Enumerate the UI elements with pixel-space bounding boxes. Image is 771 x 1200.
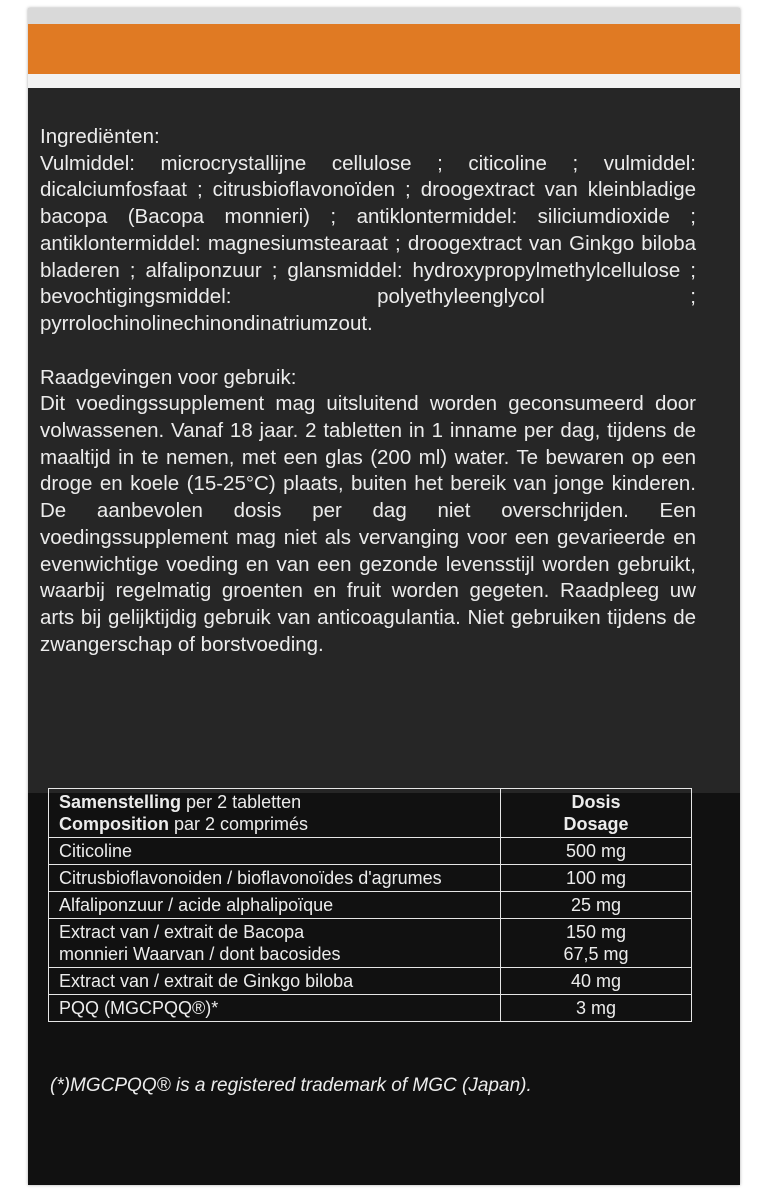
header-fr-rest: par 2 comprimés: [169, 814, 309, 834]
dose-header-nl: Dosis: [571, 792, 621, 812]
ingredient-dose: 3 mg: [501, 995, 692, 1022]
ingredient-dose-line-1: 150 mg: [565, 922, 627, 942]
ingredients-section: [40, 124, 696, 338]
label-text: [40, 124, 696, 658]
table-row: [49, 995, 692, 1022]
ingredient-name: Citicoline: [49, 838, 501, 865]
composition-table: [48, 788, 692, 1022]
ingredient-dose: 40 mg: [501, 968, 692, 995]
ingredient-name: PQQ (MGCPQQ®)*: [49, 995, 501, 1022]
table-row: [49, 838, 692, 865]
table-row: [49, 865, 692, 892]
advice-section: [40, 365, 696, 659]
dose-header-fr: Dosage: [563, 814, 629, 834]
ingredient-name-line-1: Extract van / extrait de Bacopa: [59, 922, 305, 942]
table-row: [49, 892, 692, 919]
ingredient-dose-line-2: 67,5 mg: [563, 944, 629, 964]
ingredient-name: Alfaliponzuur / acide alphalipoïque: [49, 892, 501, 919]
ingredients-heading: Ingrediënten:: [40, 125, 160, 148]
ingredient-dose: 25 mg: [501, 892, 692, 919]
ingredients-text: Vulmiddel: microcrystallijne cellulose ; citicoline ; vulmiddel: dicalciumfosfaat ; citrusbioflavonoïden ; droogextract van kleinbladige bacopa (Bacopa monnieri) ; antiklontermiddel: siliciumdioxide ; antiklontermiddel: magnesiumstearaat ; droogextract van Ginkgo biloba bladeren ; alfaliponzuur ; glansmiddel: hydroxypropylmethylcellulose ; bevochtigingsmiddel: polyethyleenglycol ; pyrrolochinolinechinondinatriumzout.: [40, 151, 696, 335]
header-fr-bold: Composition: [59, 814, 169, 834]
box-lid-edge: [28, 8, 740, 24]
header-fr: [59, 813, 490, 835]
ingredient-name-line-2: monnieri Waarvan / dont bacosides: [59, 944, 341, 964]
table-header-row: [49, 789, 692, 838]
header-nl: [59, 791, 490, 813]
advice-heading: Raadgevingen voor gebruik:: [40, 365, 297, 389]
ingredient-dose: [501, 919, 692, 968]
white-stripe: [28, 74, 740, 88]
ingredient-dose: 100 mg: [501, 865, 692, 892]
orange-stripe: [28, 24, 740, 74]
composition-header: [49, 789, 501, 838]
dose-header: [501, 789, 692, 838]
ingredient-name: Extract van / extrait de Ginkgo biloba: [49, 968, 501, 995]
ingredient-name: [49, 919, 501, 968]
trademark-footnote: (*)MGCPQQ® is a registered trademark of MGC (Japan).: [50, 1075, 532, 1096]
advice-text: Dit voedingssupplement mag uitsluitend worden geconsumeerd door volwassenen. Vanaf 18 jaar. 2 tabletten in 1 inname per dag, tijdens de maaltijd in te nemen, met een glas (200 ml) water. Te bewaren op een droge en koele (15-25°C) plaats, buiten het bereik van jonge kinderen. De aanbevolen dosis per dag niet overschrijden. Een voedingssupplement mag niet als vervanging voor een gevarieerde en evenwichtige voeding en van een gezonde levensstijl worden gebruikt, waarbij regelmatig groenten en fruit worden gegeten. Raadpleeg uw arts bij gelijktijdig gebruik van anticoagulantia. Niet gebruiken tijdens de zwangerschap of borstvoeding.: [40, 392, 696, 656]
table-row: [49, 919, 692, 968]
table-row: [49, 968, 692, 995]
ingredient-dose: 500 mg: [501, 838, 692, 865]
header-nl-rest: per 2 tabletten: [181, 792, 302, 812]
header-nl-bold: Samenstelling: [59, 792, 182, 812]
ingredient-name: Citrusbioflavonoiden / bioflavonoïdes d'agrumes: [49, 865, 501, 892]
